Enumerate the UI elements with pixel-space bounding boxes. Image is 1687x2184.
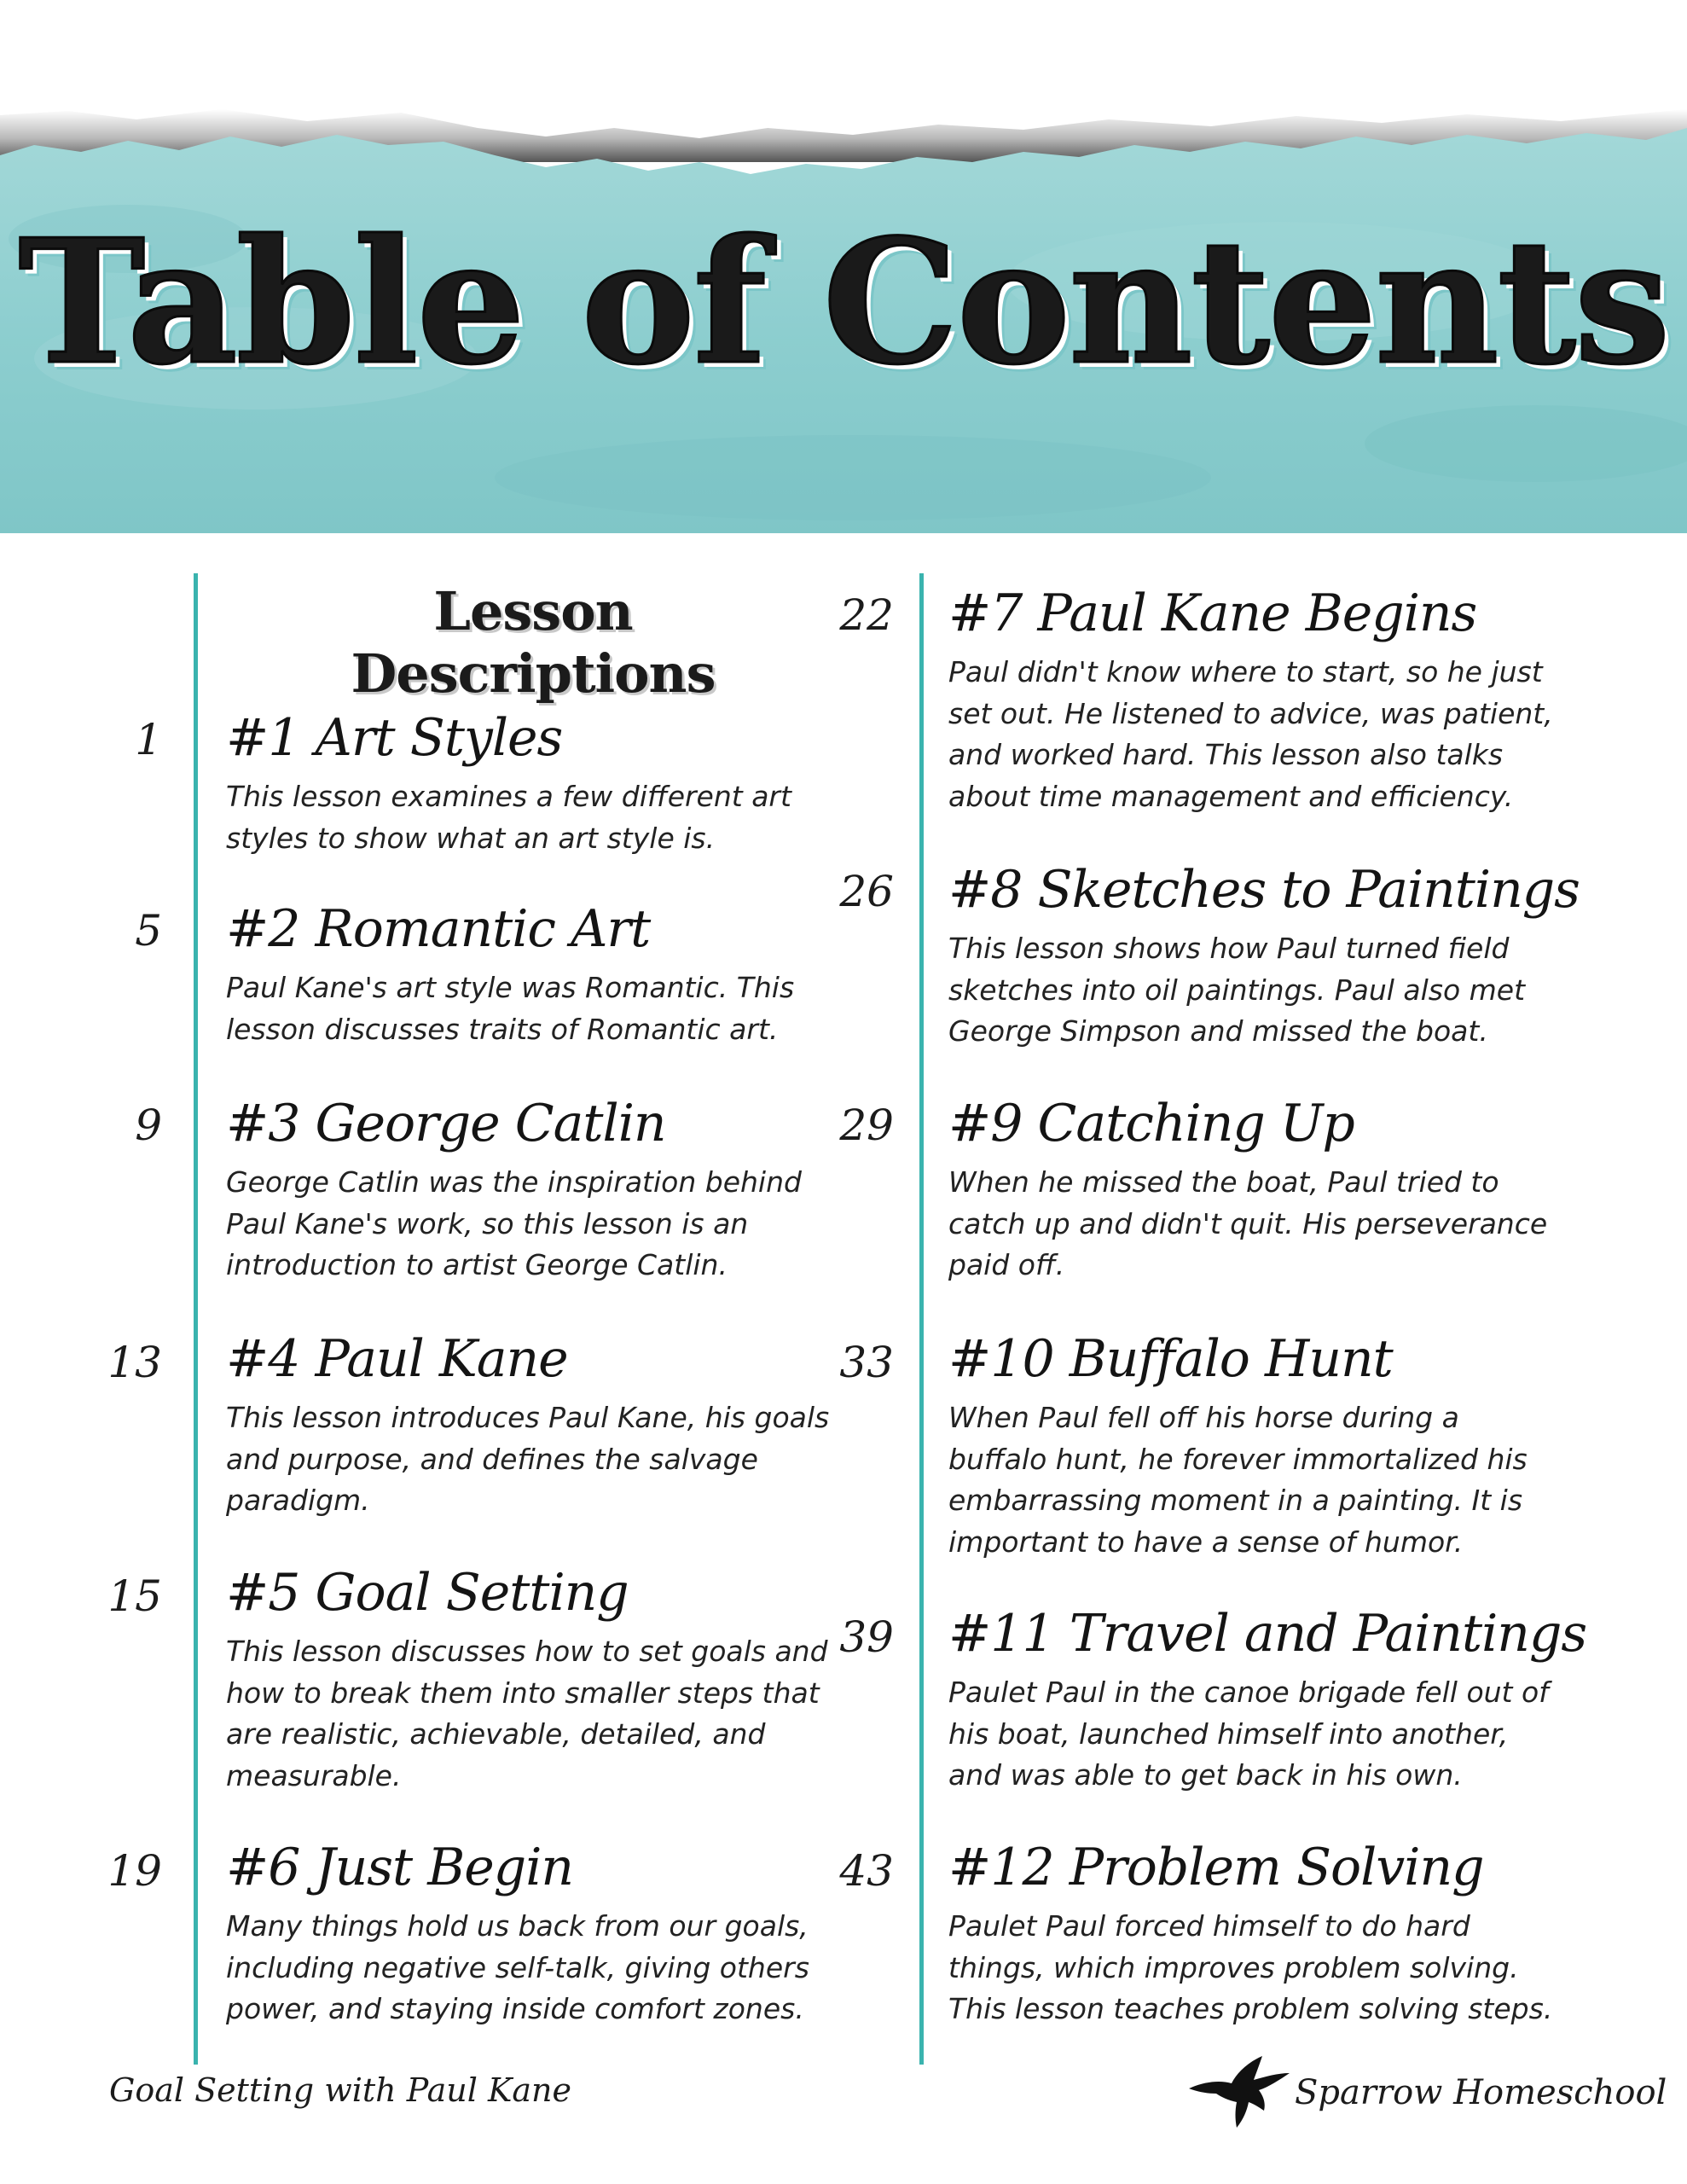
lesson-title: #12 Problem Solving — [948, 1838, 1484, 1897]
lesson-description: Many things hold us back from our goals, including negative self-talk, giving others power, and staying inside comfort zones. — [226, 1909, 809, 2025]
lesson-title: #8 Sketches to Paintings — [948, 860, 1580, 920]
lesson-description: Paulet Paul in the canoe brigade fell out of his boat, launched himself into another, and was able to get back in his own. — [948, 1676, 1549, 1792]
brand-footer — [1187, 2063, 1667, 2123]
brand-name: Sparrow Homeschool — [1295, 2073, 1667, 2112]
lesson-description: Paulet Paul forced himself to do hard things, which improves problem solving. This lesson teaches problem solving steps. — [948, 1909, 1553, 2025]
lesson-description: This lesson shows how Paul turned field sketches into oil paintings. Paul also met George Simpson and missed the boat. — [948, 932, 1526, 1048]
lesson-description: This lesson introduces Paul Kane, his goals and purpose, and defines the salvage paradigm. — [226, 1401, 830, 1517]
lesson-description: This lesson discusses how to set goals and how to break them into smaller steps that are realistic, achievable, detailed, and measurable. — [226, 1635, 828, 1792]
lesson-description: George Catlin was the inspiration behind Paul Kane's work, so this lesson is an introduction to artist George Catlin. — [226, 1165, 802, 1281]
page-number: 29 — [839, 1101, 894, 1150]
lesson-descriptions-heading: Lesson Descriptions — [351, 580, 716, 705]
page-number: 19 — [107, 1846, 162, 1896]
lesson-title: #10 Buffalo Hunt — [948, 1329, 1393, 1389]
page-number: 9 — [135, 1101, 162, 1150]
lesson-title: #6 Just Begin — [226, 1838, 574, 1897]
page-number: 1 — [135, 715, 162, 764]
lesson-description: When he missed the boat, Paul tried to catch up and didn't quit. His perseverance paid off. — [948, 1165, 1548, 1281]
lesson-description: This lesson examines a few different art styles to show what an art style is. — [226, 780, 791, 855]
lesson-title: #3 George Catlin — [226, 1094, 666, 1153]
lesson-title: #5 Goal Setting — [226, 1563, 629, 1623]
book-title-footer: Goal Setting with Paul Kane — [109, 2071, 571, 2109]
page-number: 5 — [135, 906, 162, 956]
lesson-description: Paul didn't know where to start, so he just set out. He listened to advice, was patient, and worked hard. This lesson also talks about time management and efficiency. — [948, 655, 1553, 813]
lesson-title: #4 Paul Kane — [226, 1329, 568, 1389]
lesson-title: #9 Catching Up — [948, 1094, 1354, 1153]
page-number: 39 — [839, 1612, 894, 1662]
page-number: 22 — [839, 590, 894, 640]
page-number: 15 — [107, 1571, 162, 1621]
page-number: 33 — [839, 1338, 894, 1387]
page-number: 26 — [839, 867, 894, 916]
page-number: 43 — [839, 1846, 894, 1896]
lesson-description: Paul Kane's art style was Romantic. This lesson discusses traits of Romantic art. — [226, 971, 795, 1046]
lesson-title: #1 Art Styles — [226, 708, 563, 768]
page-title: Table of Contents — [18, 202, 1669, 403]
lesson-description: When Paul fell off his horse during a buffalo hunt, he forever immortalized his embarrassing moment in a painting. It is important to have a sense of humor. — [948, 1401, 1528, 1559]
right-column-divider — [919, 573, 924, 2065]
lesson-title: #7 Paul Kane Begins — [948, 584, 1477, 643]
sparrow-icon — [1187, 2054, 1291, 2131]
left-column-divider — [194, 573, 198, 2065]
page-number: 13 — [107, 1338, 162, 1387]
lesson-title: #11 Travel and Paintings — [948, 1604, 1587, 1664]
lesson-title: #2 Romantic Art — [226, 899, 651, 959]
